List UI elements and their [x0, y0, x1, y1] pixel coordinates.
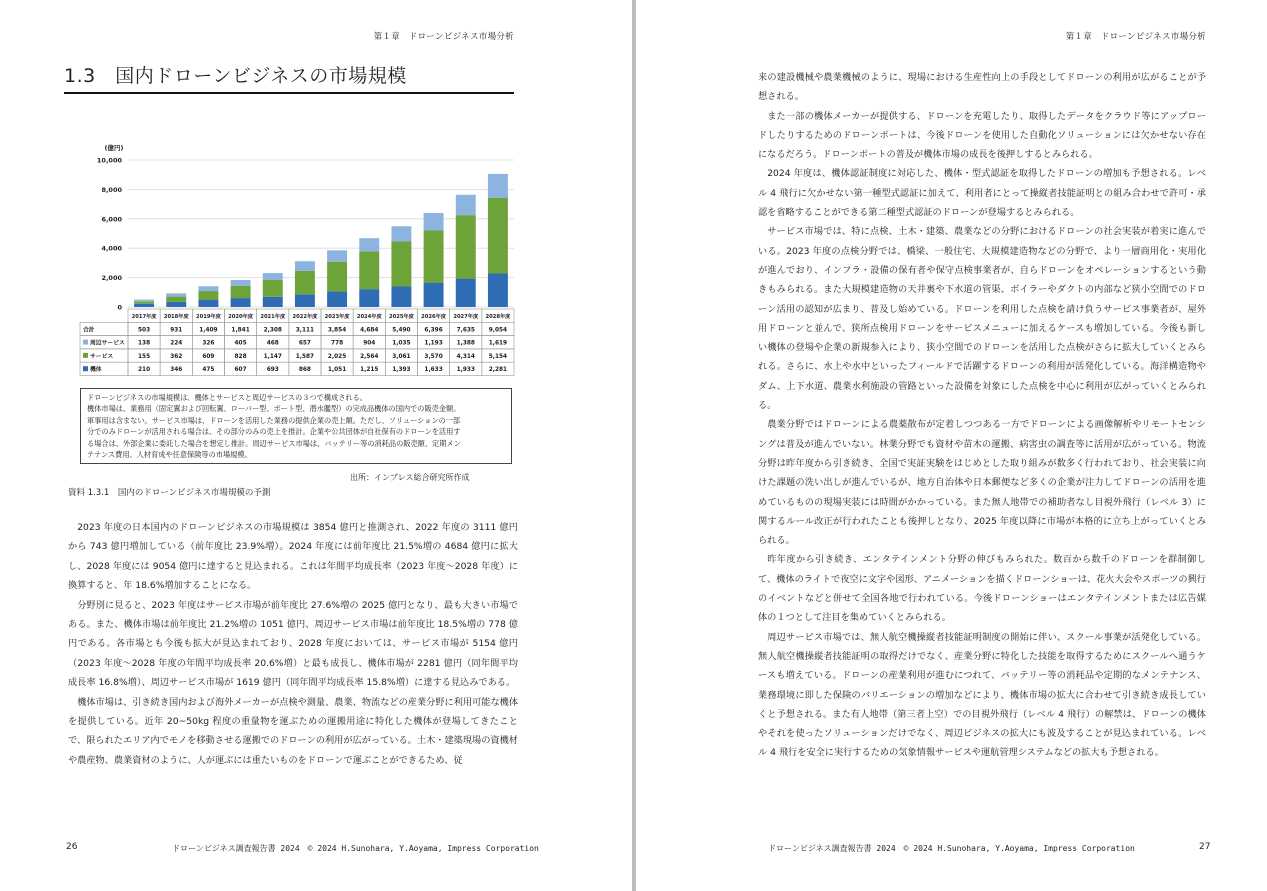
y-tick-label: 8,000 [101, 185, 122, 194]
data-label: 693 [266, 367, 279, 374]
left-body-text [68, 518, 518, 770]
bar-segment [327, 292, 347, 307]
data-label: 468 [266, 340, 279, 347]
data-label: 2,025 [327, 353, 347, 360]
data-label: 778 [331, 340, 344, 347]
legend-label: サービス [90, 353, 114, 360]
data-label: 904 [363, 340, 376, 347]
note-line: ドローンビジネスの市場規模は、機体とサービスと周辺サービスの３つで構成される。 [87, 393, 367, 402]
bar-segment [359, 238, 379, 251]
right-body-text [758, 68, 1206, 763]
bar-segment [134, 304, 154, 307]
market-size-chart [76, 136, 520, 378]
category-label: 2019年度 [196, 314, 221, 320]
paragraph: 2024 年度は、機体認証制度に対応した、機体・型式認証を取得したドローンの増加も予想される。レベル 4 飛行に欠かせない第一種型式認証に加えて、利用者にとって操縦者技能証明との組み合わせで許可・承認を省略することができる第二種型式認証のドローンが登場するとみられる。 [758, 168, 1206, 219]
data-label: 3,061 [392, 353, 411, 360]
paragraph: また一部の機体メーカーが提供する、ドローンを充電したり、取得したデータをクラウド等にアップロードしたりするためのドローンポートは、今後ドローンを使用した自動化ソリューションには欠かせない存在になるだろう。ドローンポートの普及が機体市場の成長を後押しするとみられる。 [758, 110, 1206, 161]
data-label: 224 [170, 340, 183, 347]
category-label: 2025年度 [389, 314, 414, 320]
category-label: 2021年度 [260, 314, 286, 320]
page-footer: ドローンビジネス調査報告書 2024 © 2024 H.Sunohara, Y.Aoyama, Impress Corporation [768, 844, 1135, 853]
bar-segment [424, 283, 444, 307]
y-tick-label: 6,000 [101, 215, 122, 224]
data-label: 3,111 [295, 327, 315, 334]
data-label: 868 [298, 367, 311, 374]
note-line: 分でのみドローンが活用される場合は、その部分のみの売上を推計。企業や公共団体が自社保有のドローンを活用す [87, 427, 461, 437]
legend-swatch [83, 340, 88, 345]
bar-segment [424, 213, 444, 231]
paragraph: サービス市場では、特に点検、土木・建築、農業などの分野におけるドローンの社会実装が着実に進んでいる。2023 年度の点検分野では、橋梁、一般住宅、大規模建造物などの分野で、より一層商用化・実用化が進んでおり、インフラ・設備の保有者や保守点検事業者が、自らドローンをオペレーションするという動きもみられる。また大規模建造物の天井裏や下水道の管渠、ボイラーやダクトの内部など狭小空間でのドローン活用の認知が広まり、普及し始めている。ドローンを利用した点検を請け負うサービス事業者が、屋外用ドローンと並んで、狭所点検用ドローンをサービスメニューに加えるケースも増加している。今後も新しい機体の登場や企業の新規参入により、狭小空間でのドローンを活用した点検がさらに拡大していくとみられる。さらに、水上や水中といったフィールドで活躍するドローンの利用が活発化している。海洋構造物やダム、上下水道、農業水利施設の管路といった設備を対象にした点検を中心に利用が広がっていくとみられる。 [758, 226, 1206, 412]
data-label: 1,633 [424, 367, 443, 374]
bar-segment [166, 302, 186, 307]
data-label: 828 [234, 353, 247, 360]
bar-segment [134, 302, 154, 304]
data-label: 609 [202, 353, 215, 360]
data-label: 1,933 [456, 367, 475, 374]
page-number: 27 [1199, 842, 1211, 852]
category-label: 2020年度 [228, 314, 253, 320]
bar-segment [488, 273, 508, 307]
legend-swatch [83, 353, 88, 358]
bar-segment [295, 261, 315, 271]
bar-segment [231, 286, 251, 298]
source-note: 出所：インプレス総合研究所作成 [350, 473, 470, 482]
bar-segment [166, 293, 186, 296]
y-tick-label: 0 [117, 303, 122, 312]
chart-svg [76, 136, 520, 378]
bar-segment [391, 226, 411, 241]
y-tick-label: 10,000 [96, 156, 122, 165]
category-label: 2018年度 [163, 314, 189, 320]
data-label: 138 [138, 340, 151, 347]
bar-segment [263, 280, 283, 297]
data-label: 1,619 [488, 340, 508, 347]
section-heading [64, 62, 514, 94]
legend-label: 周辺サービス [90, 340, 125, 347]
bar-segment [166, 297, 186, 302]
legend-label: 機体 [90, 367, 102, 374]
bar-segment [263, 273, 283, 280]
data-label: 1,409 [199, 327, 218, 334]
data-label: 346 [170, 367, 183, 374]
data-label: 1,587 [295, 353, 315, 360]
section-title: 1.3 国内ドローンビジネスの市場規模 [64, 65, 407, 87]
bar-segment [198, 286, 218, 291]
data-label: 607 [234, 367, 247, 374]
bar-segment [198, 300, 218, 307]
y-axis-unit-label: (億円) [104, 144, 124, 152]
bar-segment [231, 280, 251, 286]
note-line: テナンス費用、人材育成や任意保険等の市場規模。 [87, 450, 252, 460]
bar-segment [424, 231, 444, 283]
paragraph: 昨年度から引き続き、エンタテインメント分野の伸びもみられた。数百から数千のドローンを群制御して、機体のライトで夜空に文字や図形、アニメーションを描くドローンショーは、花火大会やスポーツの興行のイベントなどと併せて全国各地で行われている。今後ドローンショーはエンタテインメントまたは広告媒体の１つとして注目を集めていくとみられる。 [758, 554, 1206, 624]
data-label: 326 [202, 340, 215, 347]
y-tick-label: 2,000 [101, 274, 122, 283]
data-label: 3,854 [327, 327, 347, 334]
bar-segment [488, 198, 508, 274]
data-label: 931 [170, 327, 183, 334]
right-page [636, 0, 1267, 891]
page-number: 26 [66, 842, 78, 852]
bar-segment [327, 262, 347, 292]
data-label: 210 [138, 367, 151, 374]
legend-swatch [83, 366, 88, 371]
data-label: 1,841 [231, 327, 250, 334]
bar-segment [327, 250, 347, 261]
category-label: 2026年度 [421, 314, 446, 320]
bar-segment [456, 195, 476, 215]
bar-segment [359, 251, 379, 289]
data-label: 1,147 [263, 353, 282, 360]
data-label: 1,051 [327, 367, 347, 374]
bar-segment [391, 287, 411, 307]
bar-segment [198, 291, 218, 300]
paragraph: 農業分野ではドローンによる農薬散布が定着しつつある一方でドローンによる画像解析やリモートセンシングは普及が進んでいない。林業分野でも資材や苗木の運搬、病害虫の調査等に活用が広がっている。物流分野は昨年度から引き続き、全国で実証実験をはじめとした取り組みが数多く行われており、社会実装に向けた課題の洗い出しが進んでいるが、地方自治体や日本郵便など多くの企業が注力してドローンの活用を進めているものの現場実装には時間がかかっている。また無人地帯での補助者なし目視外飛行（レベル 3）に関するルール改正が行われたことも後押しとなり、2025 年度以降に市場が本格的に立ち上がっていくとみられる。 [758, 419, 1206, 547]
bar-segment [263, 297, 283, 307]
data-label: 2,308 [263, 327, 282, 334]
category-label: 2022年度 [292, 314, 318, 320]
bar-segment [359, 289, 379, 307]
note-line: 軍事用は含まない。サービス市場は、ドローンを活用した業務の提供企業の売上額。ただし、ソリューションの一部 [87, 415, 461, 425]
category-label: 2023年度 [324, 314, 350, 320]
bar-segment [488, 174, 508, 198]
bar-segment [231, 298, 251, 307]
data-label: 1,215 [360, 367, 379, 374]
note-line: る場合は、外部企業に委託した場合を想定し推計。周辺サービス市場は、バッテリー等の消耗品の販売額、定期メン [87, 438, 461, 448]
data-label: 657 [298, 340, 311, 347]
data-label: 5,154 [488, 353, 508, 360]
data-label: 4,684 [360, 327, 379, 334]
data-label: 155 [138, 353, 151, 360]
data-label: 475 [202, 367, 215, 374]
data-label: 3,570 [424, 353, 443, 360]
data-label: 6,396 [424, 327, 443, 334]
running-header: 第１章 ドローンビジネス市場分析 [373, 32, 514, 42]
figure-caption: 資料 1.3.1 国内のドローンビジネス市場規模の予測 [68, 488, 271, 498]
paragraph: 分野別に見ると、2023 年度はサービス市場が前年度比 27.6%増の 2025 億円となり、最も大きい市場である。また、機体市場は前年度比 21.2%増の 1051 億円、周辺サービス市場は前年度比 18.5%増の 778 億円である。各市場とも今後も拡大が見込まれており、2028 年度においては、サービス市場が 5154 億円（2023 年度～2028 年度の年間平均成長率 20.6%増）と最も成長し、機体市場が 2281 億円（同年間平均成長率 16.8%増）、周辺サービス市場が 1619 億円（同年間平均成長率 15.8%増）に達する見込みである。 [68, 599, 518, 689]
data-label: 9,054 [488, 327, 508, 334]
legend-label: 合計 [83, 327, 95, 334]
y-tick-label: 4,000 [101, 244, 122, 253]
data-label: 5,490 [392, 327, 411, 334]
bar-segment [456, 215, 476, 278]
left-page [0, 0, 632, 891]
data-label: 1,393 [392, 367, 411, 374]
data-label: 503 [138, 327, 151, 334]
bar-segment [456, 279, 476, 307]
paragraph: 2023 年度の日本国内のドローンビジネスの市場規模は 3854 億円と推測され、2022 年度の 3111 億円から 743 億円増加している（前年度比 23.9%増）。2024 年度には前年度比 21.5%増の 4684 億円に拡大し、2028 年度には 9054 億円に達すると見込まれる。これは年間平均成長率（2023 年度～2028 年度）に換算すると、年 18.6%増加することになる。 [68, 522, 518, 592]
data-label: 405 [234, 340, 247, 347]
data-label: 1,035 [392, 340, 411, 347]
category-label: 2028年度 [485, 314, 511, 320]
page-footer: ドローンビジネス調査報告書 2024 © 2024 H.Sunohara, Y.Aoyama, Impress Corporation [172, 844, 539, 853]
data-label: 1,388 [456, 340, 475, 347]
category-label: 2017年度 [131, 314, 157, 320]
data-label: 2,564 [360, 353, 379, 360]
data-label: 4,314 [456, 353, 475, 360]
note-line: 機体市場は、業務用（固定翼および回転翼、ローバー型、ボート型、潜水艦型）の完成品機体の国内での販売金額。 [87, 404, 461, 414]
paragraph: 機体市場は、引き続き国内および海外メーカーが点検や測量、農業、物流などの産業分野に利用可能な機体を提供している。近年 20~50kg 程度の重量物を運ぶための運搬用途に特化した機体が登場してきたことで、限られたエリア内でモノを移動させる運搬でのドローンの利用が広がっている。土木・建築現場の資機材や農産物、農業資材のように、人が運ぶには重たいものをドローンで運ぶことができるため、従 [68, 696, 519, 766]
bar-segment [295, 294, 315, 307]
definition-note-box [80, 388, 512, 464]
paragraph: 周辺サービス市場では、無人航空機操縦者技能証明制度の開始に伴い、スクール事業が活発化している。無人航空機操縦者技能証明の取得だけでなく、産業分野に特化した技能を取得するためにスクールへ通うケースも増えている。ドローンの産業利用が進むにつれて、バッテリー等の消耗品や定期的なメンテナンス、業務環境に即した保険のバリエーションの増加などにより、機体市場の拡大に合わせて引き続き成長していくと予想される。また有人地帯（第三者上空）での目視外飛行（レベル 4 飛行）の解禁は、ドローンの機体やそれを使ったソリューションだけでなく、周辺ビジネスの拡大にも波及することが見込まれている。レベル 4 飛行を安全に実行するための気象情報サービスや運航管理システムなどの拡大も予想される。 [758, 631, 1206, 759]
bar-segment [295, 271, 315, 294]
category-label: 2024年度 [356, 314, 382, 320]
category-label: 2027年度 [453, 314, 479, 320]
data-label: 1,193 [424, 340, 443, 347]
bar-segment [134, 300, 154, 302]
bar-segment [391, 242, 411, 287]
paragraph: 来の建設機械や農業機械のように、現場における生産性向上の手段としてドローンの利用が広がることが予想される。 [758, 72, 1206, 103]
running-header: 第１章 ドローンビジネス市場分析 [1065, 32, 1206, 42]
data-label: 2,281 [488, 367, 508, 374]
data-label: 362 [170, 353, 183, 360]
data-label: 7,635 [456, 327, 475, 334]
